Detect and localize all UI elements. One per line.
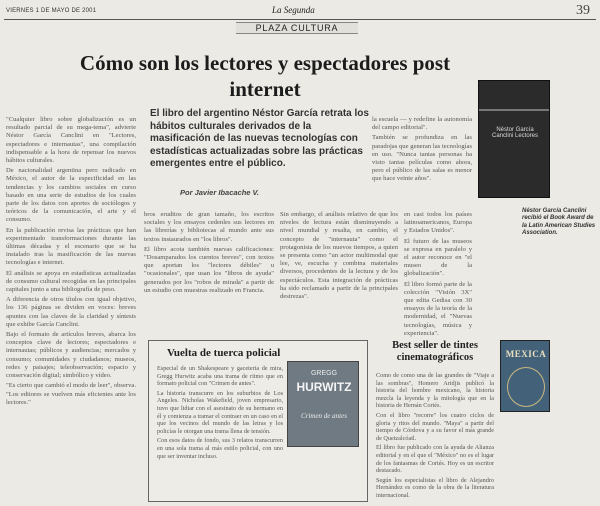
paragraph: El análisis se apoya en estadísticas actualizadas de consumo cultural recogidas en las principales capitales junto a una bibliografía de peso. [6,269,136,294]
paragraph: El futuro de las museos se expresa en paralelo y el autor reconoce en "el museo de la globalización". [404,237,472,278]
paragraph: Bajo el formato de artículos breves, abarca los conceptos clave de lectores; espectadores e internautas; públicos y audiencias; mercados y consumo; comunidades y ciudadanos; museos, redes y paisajes; teleobservación; espacio y conservación digital; simbólico y vídeo. [6,331,136,380]
paragraph: Sin embargo, el análisis relativo de que los niveles de lectura están disminuyendo a nivel mundial y resalta, en cambio, el concepto de "internauta" como el protagonista de los nuevos tiempos, a quien se presenta como "un actor multimodal que lee, ve, escucha y combina materiales diversos, procedentes de la lectura y de los espectáculos. Esta integración de prácticas ha sido reclamado a partir de la principales destrezas". [280,211,398,301]
page-header [4,4,596,20]
paragraph: Según los especialistas el libro de Alejandro Hernández es como de la obra de la literatura internacional. [376,476,494,499]
book-cover-photo [478,80,550,198]
paragraph: Con esos datos de fondo, sus 3 relatos transcurren en una sola trama al más estilo policial, con uno que ser inventar incluso. [157,437,283,460]
article-column-2 [144,211,274,309]
page-number: 39 [576,3,590,18]
sidebar-box-1 [148,340,368,502]
paragraph: "Es cierto que cambió el modo de leer", observa. "Los editores se vuelven más eficientes ante los lectores." [6,382,136,406]
book-cover-mexica [500,340,550,412]
article-column-3 [280,211,398,309]
paragraph: El libro fue publicado con la ayuda de Alianza editorial y en el que el "México" no es el lugar de los fantasmas de Cortés. Hoy es un escritor destacado. [376,444,494,475]
issue-date: VIERNES 1 DE MAYO DE 2001 [6,8,97,14]
paragraph: La historia transcurre en los suburbios de Los Angeles. Nicholas Wakefield, joven empresario, tuvo que lidiar con el asesinato de su hermano en él y comienza a tramar el contraer en un caso en el que los vecinos del mundo de las letras y los policías le otorgan una trama llena de tensión. [157,389,283,435]
article-column-1 [6,116,136,500]
article-column-4 [372,116,472,206]
paragraph: El libro acota también nuevas calificaciones: "Dosamparados los cuentos breves", con textos que aportan los "lectores débiles" u "ocasionales", que usan los "libros de ayuda" generados por los "robos de mirada" a partir de un estudio con muestras realizado en Francia. [144,245,274,294]
sidebar-title: Best seller de tintes cinematográficos [392,340,478,363]
paragraph: Como de como una de las grandes de "Viaje a las sombras", Homero Aridjis publicó la historia del hombre mexicano, la historia mezcla la leyenda y la mitología que en la historia de Hernán Cortés. [376,372,494,410]
sidebar-box-2 [376,340,494,502]
sidebar-text [376,372,494,502]
byline: Por Javier Ibacache V. [180,188,259,197]
paragraph: la escuela — y redefine la autonomía del campo editorial". [372,116,472,132]
cover-emblem [507,367,545,407]
paragraph: Especial de un Shakespeare y gaceteria de mira, Gregg Hurwitz acaba una trama de ritmo que en formato policial con "Crimen de antes". [157,365,283,388]
cover-band [479,109,549,111]
cover-title: Néstor García Canclini Lectores [491,127,539,139]
paragraph: "Cualquier libro sobre globalización es un resultado parcial de su mega-tema", advierte Néstor García Canclini en "Lectores, espectadores e internautas", una compilación indispensable a la hora de repensar los nuevos hábitos culturales. [6,116,136,165]
sidebar-text [157,365,283,501]
cover-title: MEXICA [505,349,547,359]
cover-author-last: HURWITZ [296,380,352,394]
book-cover-hurwitz [287,361,359,447]
paragraph: A diferencia de otros títulos con igual objetivo, los 136 páginas se dividen en voces: breves apuntes con las claves de la claridad y síntesis que exhibe García Canclini. [6,296,136,328]
sidebar-title: Vuelta de tuerca policial [167,347,281,359]
paragraph: Con el libro "recorre" los cuatro ciclos de gloria y ritos del mundo. "Maya" a partir del tiempo de Córdova y a su favor el más grande de Quetzalcóatl. [376,411,494,442]
paragraph: En la publicación revisa las prácticas que han experimentado transformaciones durante las últimas décadas y el escenario que se ha instalado tras la masificación de las nuevas tecnologías e internet. [6,226,136,267]
section-label: PLAZA CULTURA [236,22,358,34]
cover-subtitle: Crimen de antes [301,412,347,420]
cover-author-first: GREGG [310,370,338,377]
photo-caption: Néstor García Canclini recibió el Book Award de la Latin American Studies Association. [522,208,596,237]
paragraph: El libro formó parte de la colección "Visión 3X" que edita Gedisa con 30 ensayos de la teoría de la modernidad, el "Nuevas tecnologías, música y experiencia". [404,280,472,337]
paragraph: De nacionalidad argentina pero radicado en México, el autor de la especificidad en las tendencias y los cambios sociales en curso basado en una serie de estudios de los cuales parte de los datos con aportes de sociólogos y teóricos de la comunicación, el arte y el consumo. [6,167,136,224]
paragraph: bros eruditos de gran tamaño, los escritos sociales y los ensayos cedenles sus lectores en las librerías y bibliotecas al mundo ante sus textos instaurados en "los libros". [144,211,274,243]
deck: El libro del argentino Néstor García retrata los hábitos culturales derivados de la masificación de las nuevas tecnologías con estadísticas actualizadas sobre las prácticas emergentes entre el público. [150,108,369,169]
paragraph: en casi todos los países latinoamericanos, Europa y Estados Unidos". [404,211,472,235]
newspaper-name: La Segunda [272,5,315,15]
headline: Cómo son los lectores y espectadores post internet [79,51,451,101]
paragraph: También se profundiza en las paradojas que generan las tecnologías en uso. "Nunca tantas personas ha visto tantas películas como ahora, pero el público de las salas es menor que hace veinte años". [372,134,472,183]
article-column-5 [404,211,472,337]
